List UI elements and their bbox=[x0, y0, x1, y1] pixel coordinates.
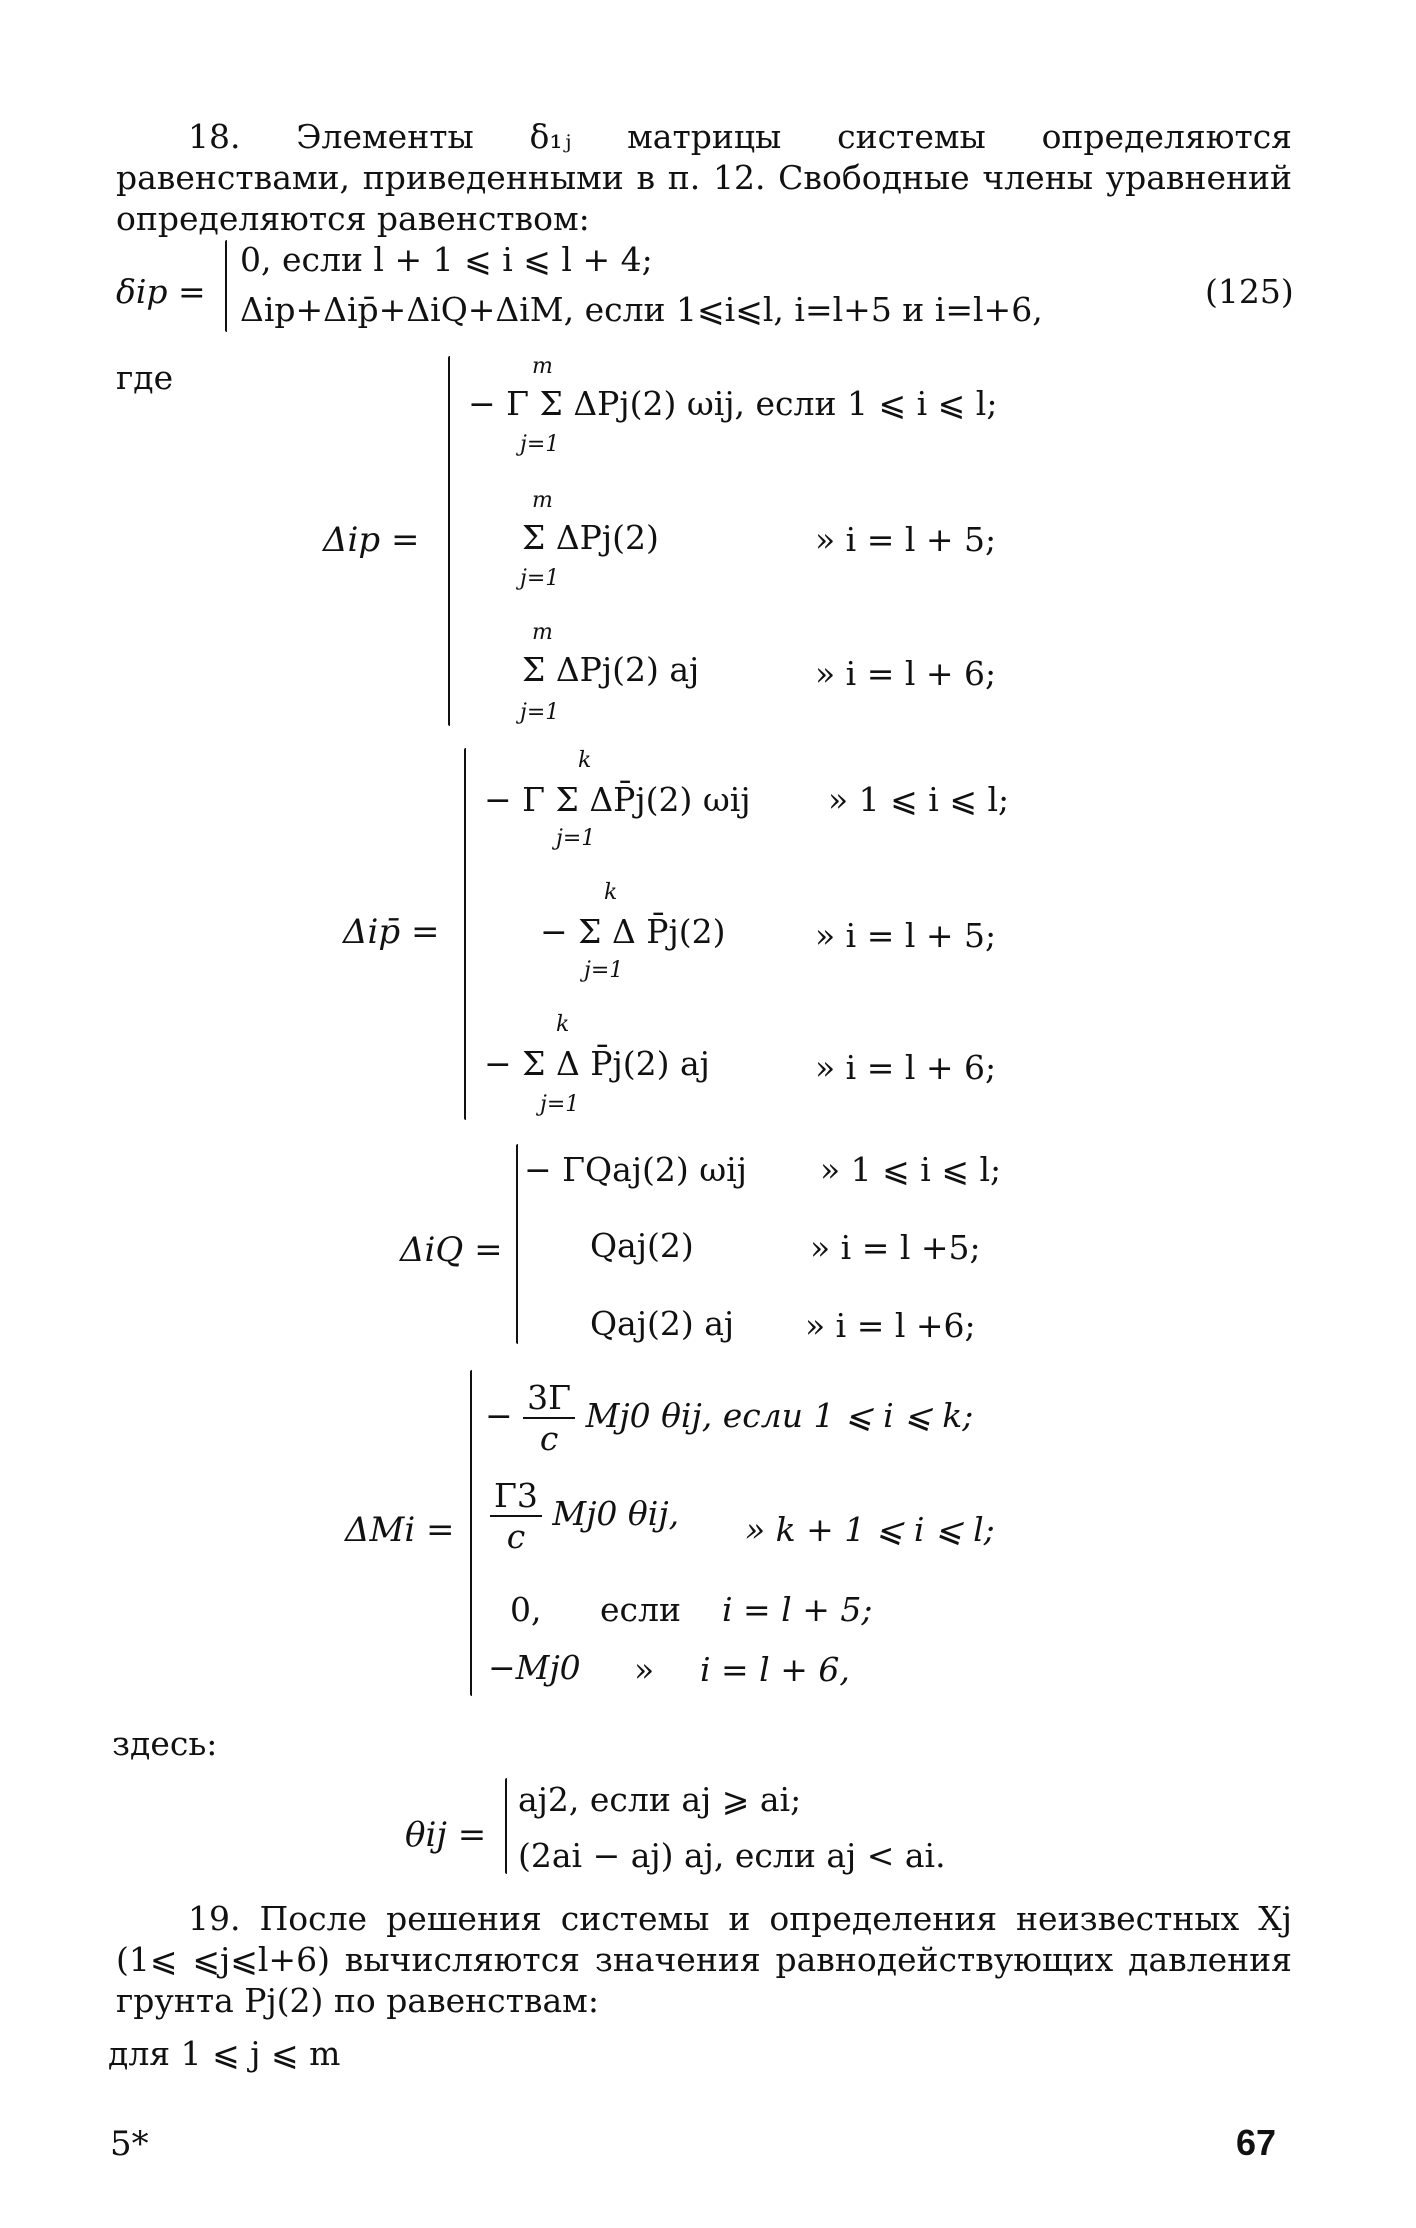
here-label: здесь: bbox=[112, 1724, 218, 1763]
lower-limit: j=1 bbox=[556, 826, 596, 851]
delta-mi-row2-cond: » k + 1 ⩽ i ⩽ l; bbox=[745, 1510, 995, 1549]
delta-ipbar-row2: − Σ Δ P̄j(2) bbox=[540, 912, 726, 951]
eq125-row2: Δip+Δip̄+ΔiQ+ΔiM, если 1⩽i⩽l, i=l+5 и i=l+6, bbox=[240, 290, 1043, 329]
delta-ip-row3-cond: » i = l + 6; bbox=[815, 654, 997, 693]
delta-mi-row3-word: если bbox=[600, 1590, 681, 1629]
delta-iq-row1-cond: » 1 ⩽ i ⩽ l; bbox=[820, 1150, 1002, 1189]
delta-ipbar-row3: − Σ Δ P̄j(2) aj bbox=[484, 1044, 710, 1083]
eq125-brace bbox=[225, 240, 227, 332]
lower-limit: j=1 bbox=[584, 958, 624, 983]
upper-limit: m bbox=[532, 488, 553, 513]
theta-row1: aj2, если aj ⩾ ai; bbox=[518, 1780, 802, 1819]
fraction: $\frac{3\Gamma}{c}$ bbox=[523, 1378, 575, 1458]
delta-ip-row3: Σ ΔPj(2) aj bbox=[522, 650, 700, 689]
delta-ip-lhs: Δip = bbox=[323, 520, 420, 560]
delta-ipbar-row1-cond: » 1 ⩽ i ⩽ l; bbox=[828, 780, 1010, 819]
where-label: где bbox=[116, 358, 174, 397]
upper-limit: k bbox=[578, 748, 592, 773]
eq125-lhs: δip = bbox=[116, 272, 206, 311]
upper-limit: m bbox=[532, 620, 553, 645]
delta-mi-row1: − $\frac{3\Gamma}{c}$ Mj0 θij, если 1 ⩽ i ⩽ k; bbox=[485, 1378, 974, 1458]
delta-ip-brace bbox=[448, 356, 450, 726]
delta-mi-brace bbox=[470, 1370, 472, 1696]
delta-ipbar-row2-cond: » i = l + 5; bbox=[815, 916, 997, 955]
delta-iq-row2-cond: » i = l +5; bbox=[810, 1228, 981, 1267]
delta-ip-row2-cond: » i = l + 5; bbox=[815, 520, 997, 559]
lower-limit: j=1 bbox=[520, 432, 560, 457]
delta-mi-row3-cond: i = l + 5; bbox=[722, 1590, 873, 1629]
delta-ip-row2: Σ ΔPj(2) bbox=[522, 518, 659, 557]
delta-iq-row2: Qaj(2) bbox=[590, 1226, 694, 1265]
delta-iq-row3-cond: » i = l +6; bbox=[805, 1306, 976, 1345]
delta-iq-row3: Qaj(2) aj bbox=[590, 1304, 735, 1343]
delta-mi-row4: −Mj0 bbox=[488, 1648, 581, 1687]
delta-mi-row4-cond: i = l + 6, bbox=[700, 1650, 850, 1689]
upper-limit: m bbox=[532, 354, 553, 379]
for-range: для 1 ⩽ j ⩽ m bbox=[108, 2034, 341, 2073]
delta-ipbar-row3-cond: » i = l + 6; bbox=[815, 1048, 997, 1087]
signature-mark: 5* bbox=[110, 2124, 149, 2164]
delta-mi-row4-quote: » bbox=[634, 1650, 655, 1689]
lower-limit: j=1 bbox=[520, 566, 560, 591]
eq125-row1: 0, если l + 1 ⩽ i ⩽ l + 4; bbox=[240, 240, 653, 279]
upper-limit: k bbox=[604, 880, 618, 905]
theta-brace bbox=[505, 1778, 507, 1874]
theta-row2: (2ai − aj) aj, если aj < ai. bbox=[518, 1836, 946, 1875]
delta-mi-lhs: ΔMi = bbox=[345, 1510, 455, 1550]
delta-mi-row3: 0, bbox=[510, 1590, 542, 1629]
delta-ipbar-brace bbox=[464, 748, 466, 1120]
paragraph-19: 19. После решения системы и определения неизвестных Xj (1⩽ ⩽j⩽l+6) вычисляются значения равнодействующих давления грунта Pj(2) по равенствам: bbox=[116, 1899, 1292, 2020]
equation-number: (125) bbox=[1205, 272, 1294, 311]
paragraph-18: 18. Элементы δ₁ⱼ матрицы системы определяются равенствами, приведенными в п. 12. Свободные члены уравнений определяются равенством: bbox=[116, 117, 1292, 238]
delta-ipbar-lhs: Δip̄ = bbox=[343, 912, 440, 952]
page-number: 67 bbox=[1236, 2122, 1277, 2163]
delta-ip-row1: − Γ Σ ΔPj(2) ωij, если 1 ⩽ i ⩽ l; bbox=[468, 384, 998, 423]
theta-lhs: θij = bbox=[405, 1815, 487, 1855]
fraction: $\frac{\Gamma 3}{c}$ bbox=[490, 1476, 542, 1556]
delta-iq-row1: − ΓQaj(2) ωij bbox=[524, 1150, 747, 1189]
delta-mi-row2: $\frac{\Gamma 3}{c}$ Mj0 θij, bbox=[490, 1476, 679, 1556]
lower-limit: j=1 bbox=[520, 700, 560, 725]
delta-iq-lhs: ΔiQ = bbox=[400, 1230, 503, 1270]
lower-limit: j=1 bbox=[540, 1092, 580, 1117]
delta-ipbar-row1: − Γ Σ ΔP̄j(2) ωij bbox=[484, 780, 751, 819]
delta-iq-brace bbox=[516, 1144, 518, 1344]
upper-limit: k bbox=[556, 1012, 570, 1037]
